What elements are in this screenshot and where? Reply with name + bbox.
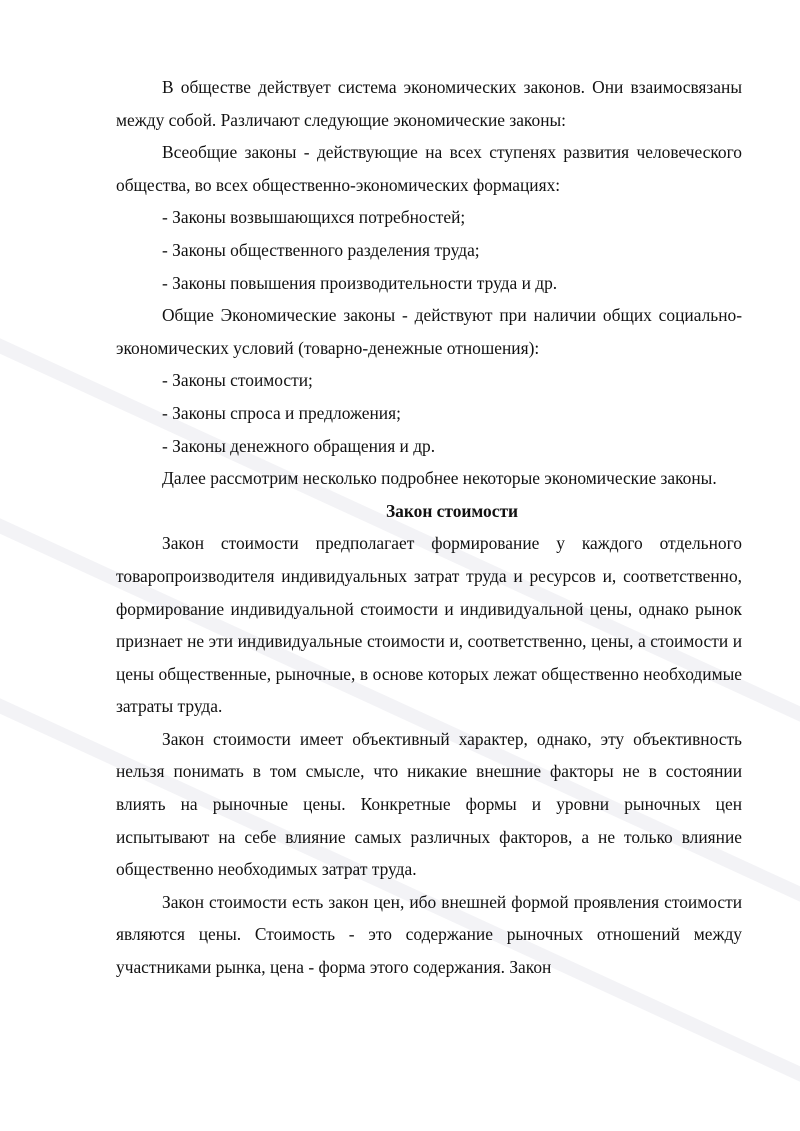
paragraph-intro: В обществе действует система экономических законов. Они взаимосвязаны между собой. Различают следующие экономические законы: [116, 77, 742, 130]
section-title: Закон стоимости [385, 500, 519, 521]
paragraph-transition: Далее рассмотрим несколько подробнее некоторые экономические законы. [162, 468, 717, 489]
paragraph-value-law-2: Закон стоимости имеет объективный характер, однако, эту объективность нельзя понимать в том смысле, что никакие внешние факторы не в состоянии влиять на рыночные цены. Конкретные формы и уровни рыночных цен испытывают на себе влияние самых различных факторов, а не только влияние общественно необходимых затрат труда. [116, 728, 742, 880]
list-item: - Законы повышения производительности труда и др. [162, 272, 558, 293]
paragraph-universal-laws: Всеобщие законы - действующие на всех ступенях развития человеческого общества, во всех общественно-экономических формациях: [116, 142, 742, 195]
list-item: - Законы денежного обращения и др. [162, 435, 436, 456]
list-item: - Законы возвышающихся потребностей; [162, 207, 466, 228]
paragraph-value-law-1: Закон стоимости предполагает формирование у каждого отдельного товаропроизводителя индивидуальных затрат труда и ресурсов и, соответственно, формирование индивидуальной стоимости и индивидуальной цены, однако рынок признает не эти индивидуальные стоимости и, соответственно, цены, а стоимости и цены общественные, рыночные, в основе которых лежат общественно необходимые затраты труда. [116, 533, 742, 717]
document-page [116, 71, 742, 984]
list-item: - Законы стоимости; [162, 370, 313, 391]
paragraph-value-law-3: Закон стоимости есть закон цен, ибо внешней формой проявления стоимости являются цены. Стоимость - это содержание рыночных отношений между участниками рынка, цена - форма этого содержания. Закон [116, 891, 742, 978]
list-item: - Законы спроса и предложения; [162, 402, 401, 423]
list-item: - Законы общественного разделения труда; [162, 239, 480, 260]
paragraph-general-laws: Общие Экономические законы - действуют при наличии общих социально-экономических условий (товарно-денежные отношения): [116, 305, 742, 358]
